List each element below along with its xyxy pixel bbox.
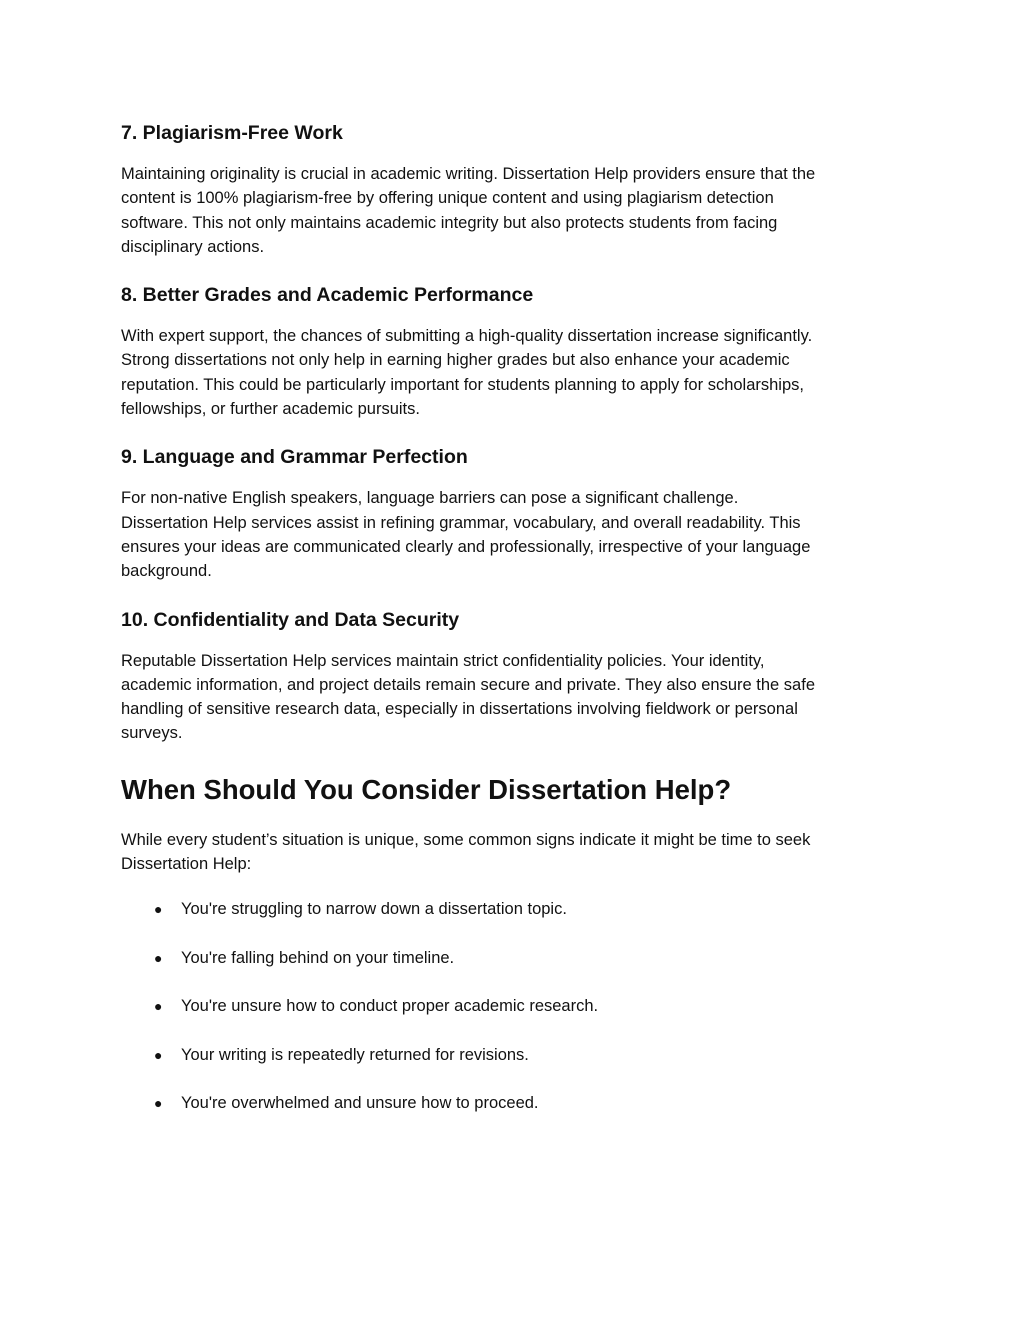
- list-item-text: You're falling behind on your timeline.: [181, 948, 455, 967]
- paragraph-line: software. This not only maintains academic integrity but also protects students from facing: [121, 213, 778, 232]
- document-page: [121, 118, 911, 1140]
- paragraph-line: ensures your ideas are communicated clearly and professionally, irrespective of your language: [121, 537, 811, 556]
- paragraph-line: Dissertation Help:: [121, 855, 252, 874]
- section-plagiarism-free: [121, 118, 911, 259]
- signs-bullet-list: [121, 897, 911, 1115]
- section-heading: 10. Confidentiality and Data Security: [121, 608, 460, 631]
- paragraph-line: fellowships, or further academic pursuits.: [121, 400, 420, 419]
- paragraph-line: Maintaining originality is crucial in academic writing. Dissertation Help providers ensure that the: [121, 165, 816, 183]
- section-language-grammar: [121, 442, 911, 583]
- paragraph-line: Reputable Dissertation Help services maintain strict confidentiality policies. Your identity,: [121, 651, 765, 670]
- bullet-icon: ●: [154, 1046, 163, 1063]
- section-heading: 8. Better Grades and Academic Performance: [121, 284, 534, 307]
- section-paragraph: [121, 162, 911, 259]
- list-item-text: You're unsure how to conduct proper academic research.: [181, 997, 599, 1016]
- paragraph-line: handling of sensitive research data, especially in dissertations involving fieldwork or personal: [121, 700, 798, 719]
- intro-paragraph: [121, 828, 911, 877]
- section-heading: 9. Language and Grammar Perfection: [121, 446, 468, 469]
- list-item-text: Your writing is repeatedly returned for revisions.: [181, 1045, 529, 1064]
- bullet-icon: ●: [154, 998, 163, 1015]
- list-item: [121, 994, 911, 1018]
- paragraph-line: With expert support, the chances of submitting a high-quality dissertation increase significantly.: [121, 327, 813, 346]
- section-paragraph: [121, 649, 911, 746]
- section-confidentiality: [121, 605, 911, 746]
- section-paragraph: [121, 324, 911, 421]
- list-item: [121, 1043, 911, 1067]
- section-paragraph: [121, 486, 911, 583]
- main-heading: When Should You Consider Dissertation Help?: [121, 773, 732, 805]
- paragraph-line: While every student’s situation is unique, some common signs indicate it might be time to seek: [121, 830, 811, 849]
- paragraph-line: surveys.: [121, 724, 183, 743]
- section-better-grades: [121, 280, 911, 421]
- paragraph-line: Dissertation Help services assist in refining grammar, vocabulary, and overall readability. This: [121, 513, 801, 532]
- paragraph-line: academic information, and project details remain secure and private. They also ensure the safe: [121, 675, 815, 694]
- bullet-icon: ●: [154, 901, 163, 918]
- bullet-icon: ●: [154, 1095, 163, 1112]
- paragraph-line: For non-native English speakers, language barriers can pose a significant challenge.: [121, 489, 739, 508]
- list-item-text: You're overwhelmed and unsure how to proceed.: [181, 1094, 539, 1113]
- list-item: [121, 1091, 911, 1115]
- paragraph-line: disciplinary actions.: [121, 237, 265, 256]
- section-heading: 7. Plagiarism-Free Work: [121, 122, 343, 144]
- bullet-icon: ●: [154, 949, 163, 966]
- list-item: [121, 897, 911, 921]
- list-item: [121, 946, 911, 970]
- paragraph-line: content is 100% plagiarism-free by offering unique content and using plagiarism detection: [121, 189, 774, 208]
- paragraph-line: reputation. This could be particularly important for students planning to apply for scholarships,: [121, 375, 804, 394]
- paragraph-line: Strong dissertations not only help in earning higher grades but also enhance your academic: [121, 351, 790, 370]
- list-item-text: You're struggling to narrow down a dissertation topic.: [181, 900, 567, 919]
- paragraph-line: background.: [121, 562, 212, 581]
